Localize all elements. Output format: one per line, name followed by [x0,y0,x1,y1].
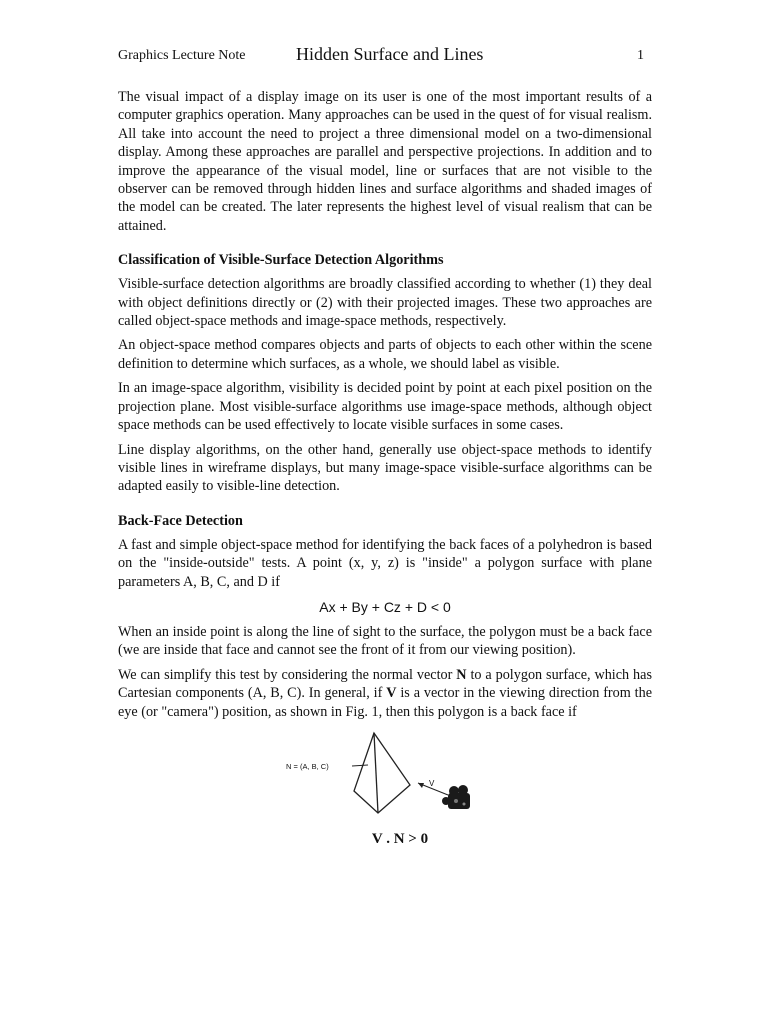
text-run: to a polygon surface, which has Cartesian components (A, B, C). In general, if [118,666,652,702]
view-vector-label: V [429,778,435,788]
paragraph: An object-space method compares objects and parts of objects to each other within the scene definition to determine which surfaces, as a whole, we should label as visible. [118,337,652,372]
paragraph: In an image-space algorithm, visibility is decided point by point at each pixel position on the projection plane. Most visible-surface algorithms use image-space methods, although object space methods can be used effectively to locate visible surfaces in some cases. [118,380,652,434]
intro-paragraph: The visual impact of a display image on its user is one of the most important results of a computer graphics operation. Many approaches can be used in the quest of for visual realism. All take into account the need to project a three dimensional model on a two-dimensional display. Among these approaches are parallel and perspective projections. In addition and to improve the appearance of the visual model, line or surfaces that are not visible to the observer can be removed through hidden lines and surface algorithms and shaded images of the model can be created. The later represents the highest level of visual realism that can be attained. [118,89,652,234]
camera-icon [442,785,470,809]
paragraph: Visible-surface detection algorithms are broadly classified according to whether (1) they deal with object definitions directly or (2) with their projected images. These two approaches are called object-space methods and image-space methods, respectively. [118,276,652,330]
pyramid-diagram [286,729,486,825]
text-run: We can simplify this test by considering the normal vector [118,666,457,683]
normal-vector-symbol: N [456,666,467,683]
document-page [118,44,652,849]
page-title: Hidden Surface and Lines [296,44,484,64]
equation: Ax + By + Cz + D < 0 [319,598,451,615]
figure-caption: V . N > 0 [371,830,429,847]
course-name: Graphics Lecture Note [118,48,246,63]
paragraph: Line display algorithms, on the other hand, generally use object-space methods to identify visible lines in wireframe displays, but many image-space visible-surface algorithms can be adapted easily to visible-line detection. [118,441,652,495]
pyramid-outline [354,733,410,813]
section-heading-classification: Classification of Visible-Surface Detection Algorithms [118,252,444,269]
figure-back-face [118,729,652,829]
paragraph [118,666,652,721]
section-heading-back-face: Back-Face Detection [118,512,243,529]
text-run: is a vector in the viewing direction from the eye (or "camera") position, as shown in Fig. 1, then this polygon is a back face if [118,685,652,720]
normal-label: N = (A, B, C) [286,761,329,771]
page-number: 1 [637,48,644,63]
paragraph: When an inside point is along the line of sight to the surface, the polygon must be a back face (we are inside that face and cannot see the front of it from our viewing position). [118,623,652,659]
paragraph: A fast and simple object-space method for identifying the back faces of a polyhedron is based on the "inside-outside" tests. A point (x, y, z) is "inside" a polygon surface with plane parameters A, B, C, and D if [118,536,652,590]
page-header [118,44,652,70]
view-vector-symbol: V [386,685,397,702]
